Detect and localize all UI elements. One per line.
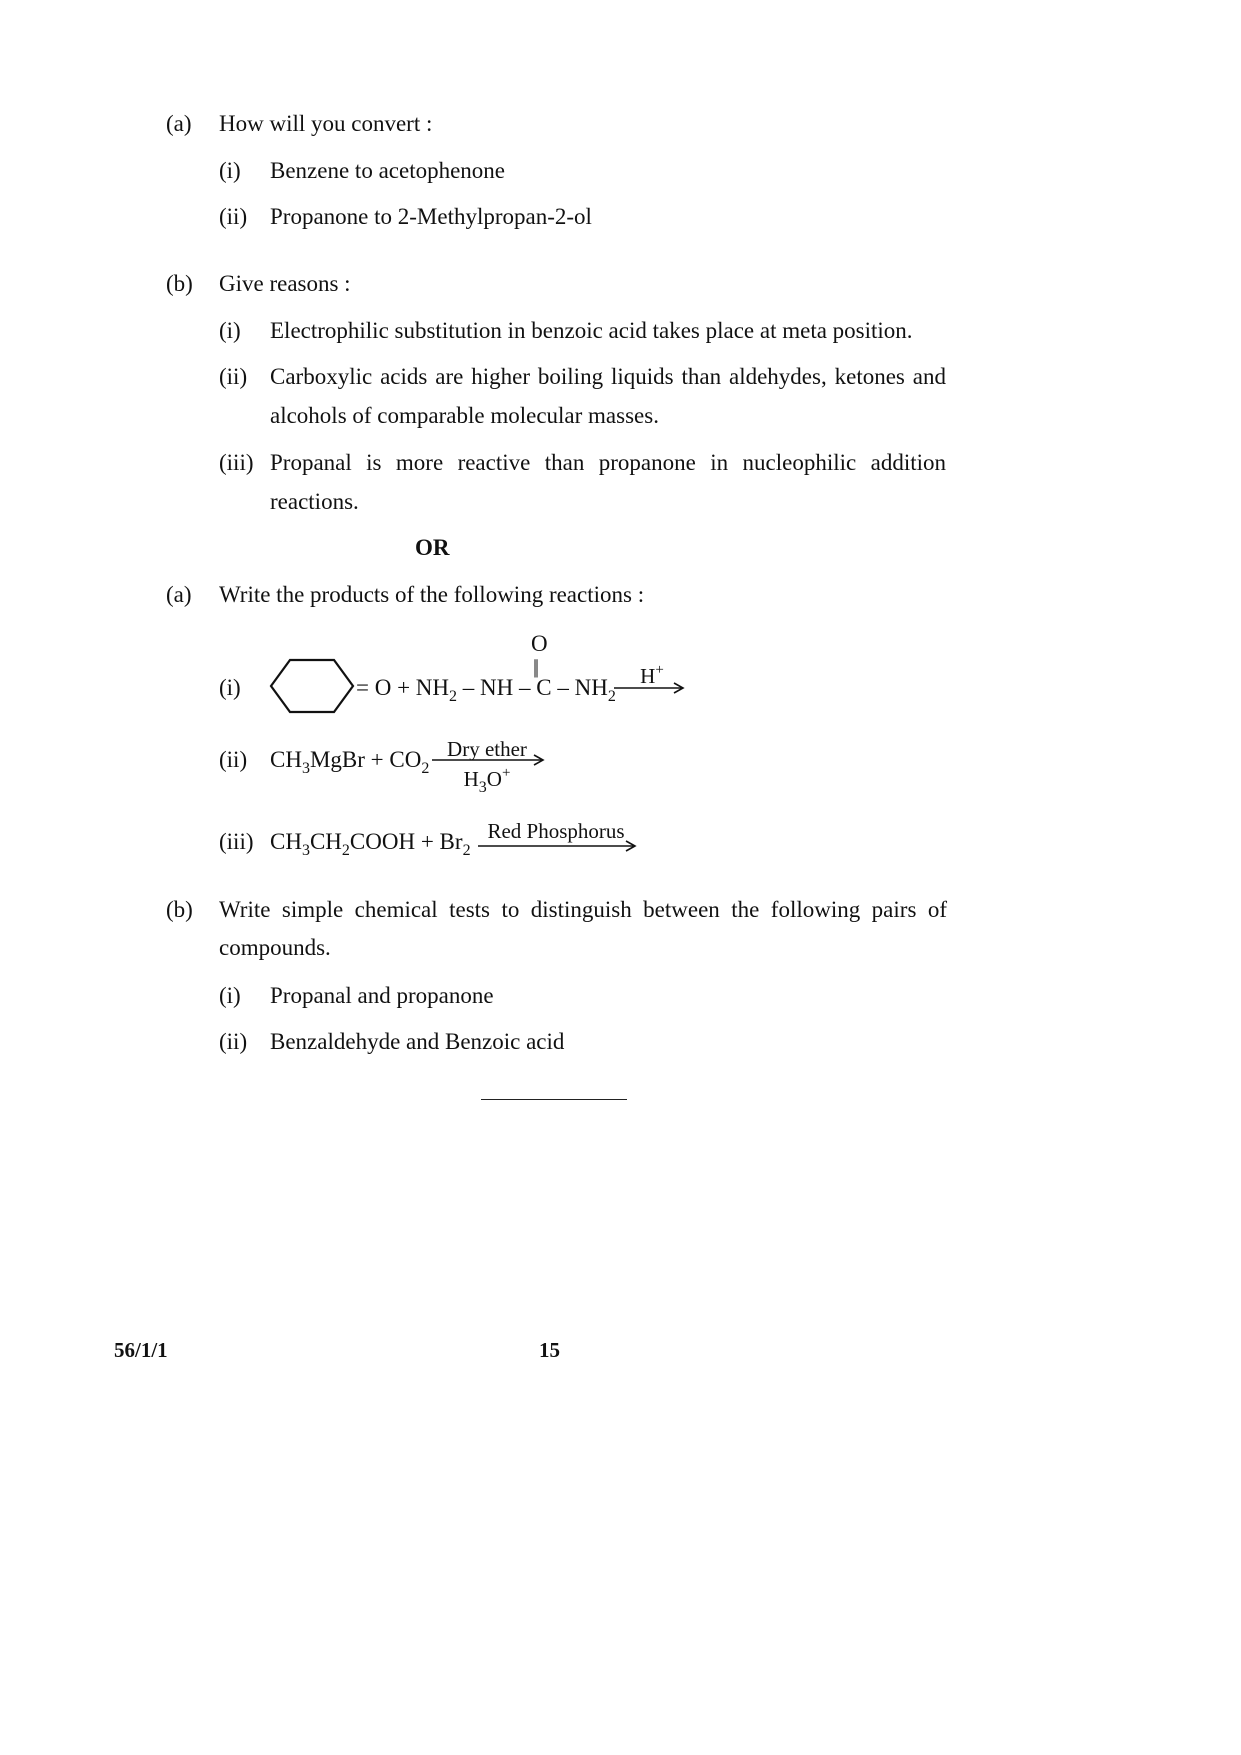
reaction-3-s1: 3 <box>301 842 310 859</box>
part1-a-item-2-num: (ii) <box>219 204 248 229</box>
reaction-2-reagent-over: Dry ether <box>447 737 527 761</box>
reaction-2-under-o: O <box>486 767 502 791</box>
part2-b-item-2-num: (ii) <box>219 1029 248 1054</box>
part1-b-item-1-text: Electrophilic substitution in benzoic acid takes place at meta position. <box>270 318 913 343</box>
page-number: 15 <box>539 1338 560 1362</box>
reaction-2-under-plus: + <box>501 765 511 781</box>
reaction-2-reagent-under <box>430 765 544 796</box>
part1-b-prompt: Give reasons : <box>219 271 351 296</box>
part1-a-item-2-text: Propanone to 2-Methylpropan-2-ol <box>270 204 592 229</box>
reaction-1-sub1: 2 <box>449 688 458 705</box>
part2-b-item-2-text: Benzaldehyde and Benzoic acid <box>270 1029 565 1054</box>
part2-b-line1: Write simple chemical tests to distinguish between the following pairs of <box>219 897 947 922</box>
part1-b-item-2-num: (ii) <box>219 364 248 389</box>
reaction-1-catalyst-plus: + <box>655 662 664 678</box>
part1-b-item-2-line1: Carboxylic acids are higher boiling liquids than aldehydes, ketones and <box>270 364 946 389</box>
part1-a-label: (a) <box>166 111 192 136</box>
reaction-3-num: (iii) <box>219 829 254 854</box>
reaction-3-reagent-over: Red Phosphorus <box>487 819 625 843</box>
reaction-1-arrow-icon <box>612 681 686 695</box>
carbonyl-double-bond: || <box>533 656 538 678</box>
carbonyl-oxygen: O <box>531 631 548 656</box>
reaction-1-equation <box>356 673 616 703</box>
part2-b-item-1-text: Propanal and propanone <box>270 983 494 1008</box>
part1-a-item-1-text: Benzene to acetophenone <box>270 158 505 183</box>
reaction-3-equation <box>270 827 471 857</box>
part2-b-line2: compounds. <box>219 935 331 960</box>
part1-b-item-3-line2: reactions. <box>270 489 359 514</box>
part1-b-item-3-num: (iii) <box>219 450 254 475</box>
part1-b-item-3-line1: Propanal is more reactive than propanone in nucleophilic addition <box>270 450 946 475</box>
reaction-2-p2: MgBr + CO <box>309 747 422 772</box>
reaction-3-s3: 2 <box>462 842 471 859</box>
reaction-2-equation <box>270 745 429 775</box>
cyclohexane-ring-icon <box>268 656 356 718</box>
reaction-3-arrow-icon <box>476 839 638 853</box>
reaction-1-catalyst-h: H <box>640 664 656 688</box>
reaction-3-p3: COOH + Br <box>349 829 463 854</box>
reaction-2-s1: 3 <box>301 760 310 777</box>
reaction-2-num: (ii) <box>219 747 248 772</box>
part2-a-label: (a) <box>166 582 192 607</box>
reaction-3-p2: CH <box>309 829 342 854</box>
reaction-1-pre: = O + NH <box>356 675 450 700</box>
reaction-2-arrow-icon <box>430 753 546 767</box>
part2-b-item-1-num: (i) <box>219 983 241 1008</box>
or-divider: OR <box>415 535 450 560</box>
end-of-section-rule <box>481 1099 627 1100</box>
reaction-2-p1: CH <box>270 747 302 772</box>
reaction-3-p1: CH <box>270 829 302 854</box>
paper-code: 56/1/1 <box>114 1338 168 1362</box>
part1-b-item-1-num: (i) <box>219 318 241 343</box>
reaction-2-under-sub: 3 <box>478 779 487 796</box>
part1-a-prompt: How will you convert : <box>219 111 433 136</box>
reaction-1-mid: – NH – C – NH <box>457 675 608 700</box>
reaction-1-sub2: 2 <box>607 688 616 705</box>
part1-b-label: (b) <box>166 271 193 296</box>
part1-a-item-1-num: (i) <box>219 158 241 183</box>
reaction-2-s2: 2 <box>421 760 430 777</box>
part1-b-item-2-line2: alcohols of comparable molecular masses. <box>270 403 659 428</box>
reaction-1-num: (i) <box>219 675 241 700</box>
part2-a-prompt: Write the products of the following reactions : <box>219 582 645 607</box>
reaction-3-s2: 2 <box>341 842 350 859</box>
reaction-2-under-h: H <box>463 767 479 791</box>
part2-b-label: (b) <box>166 897 193 922</box>
